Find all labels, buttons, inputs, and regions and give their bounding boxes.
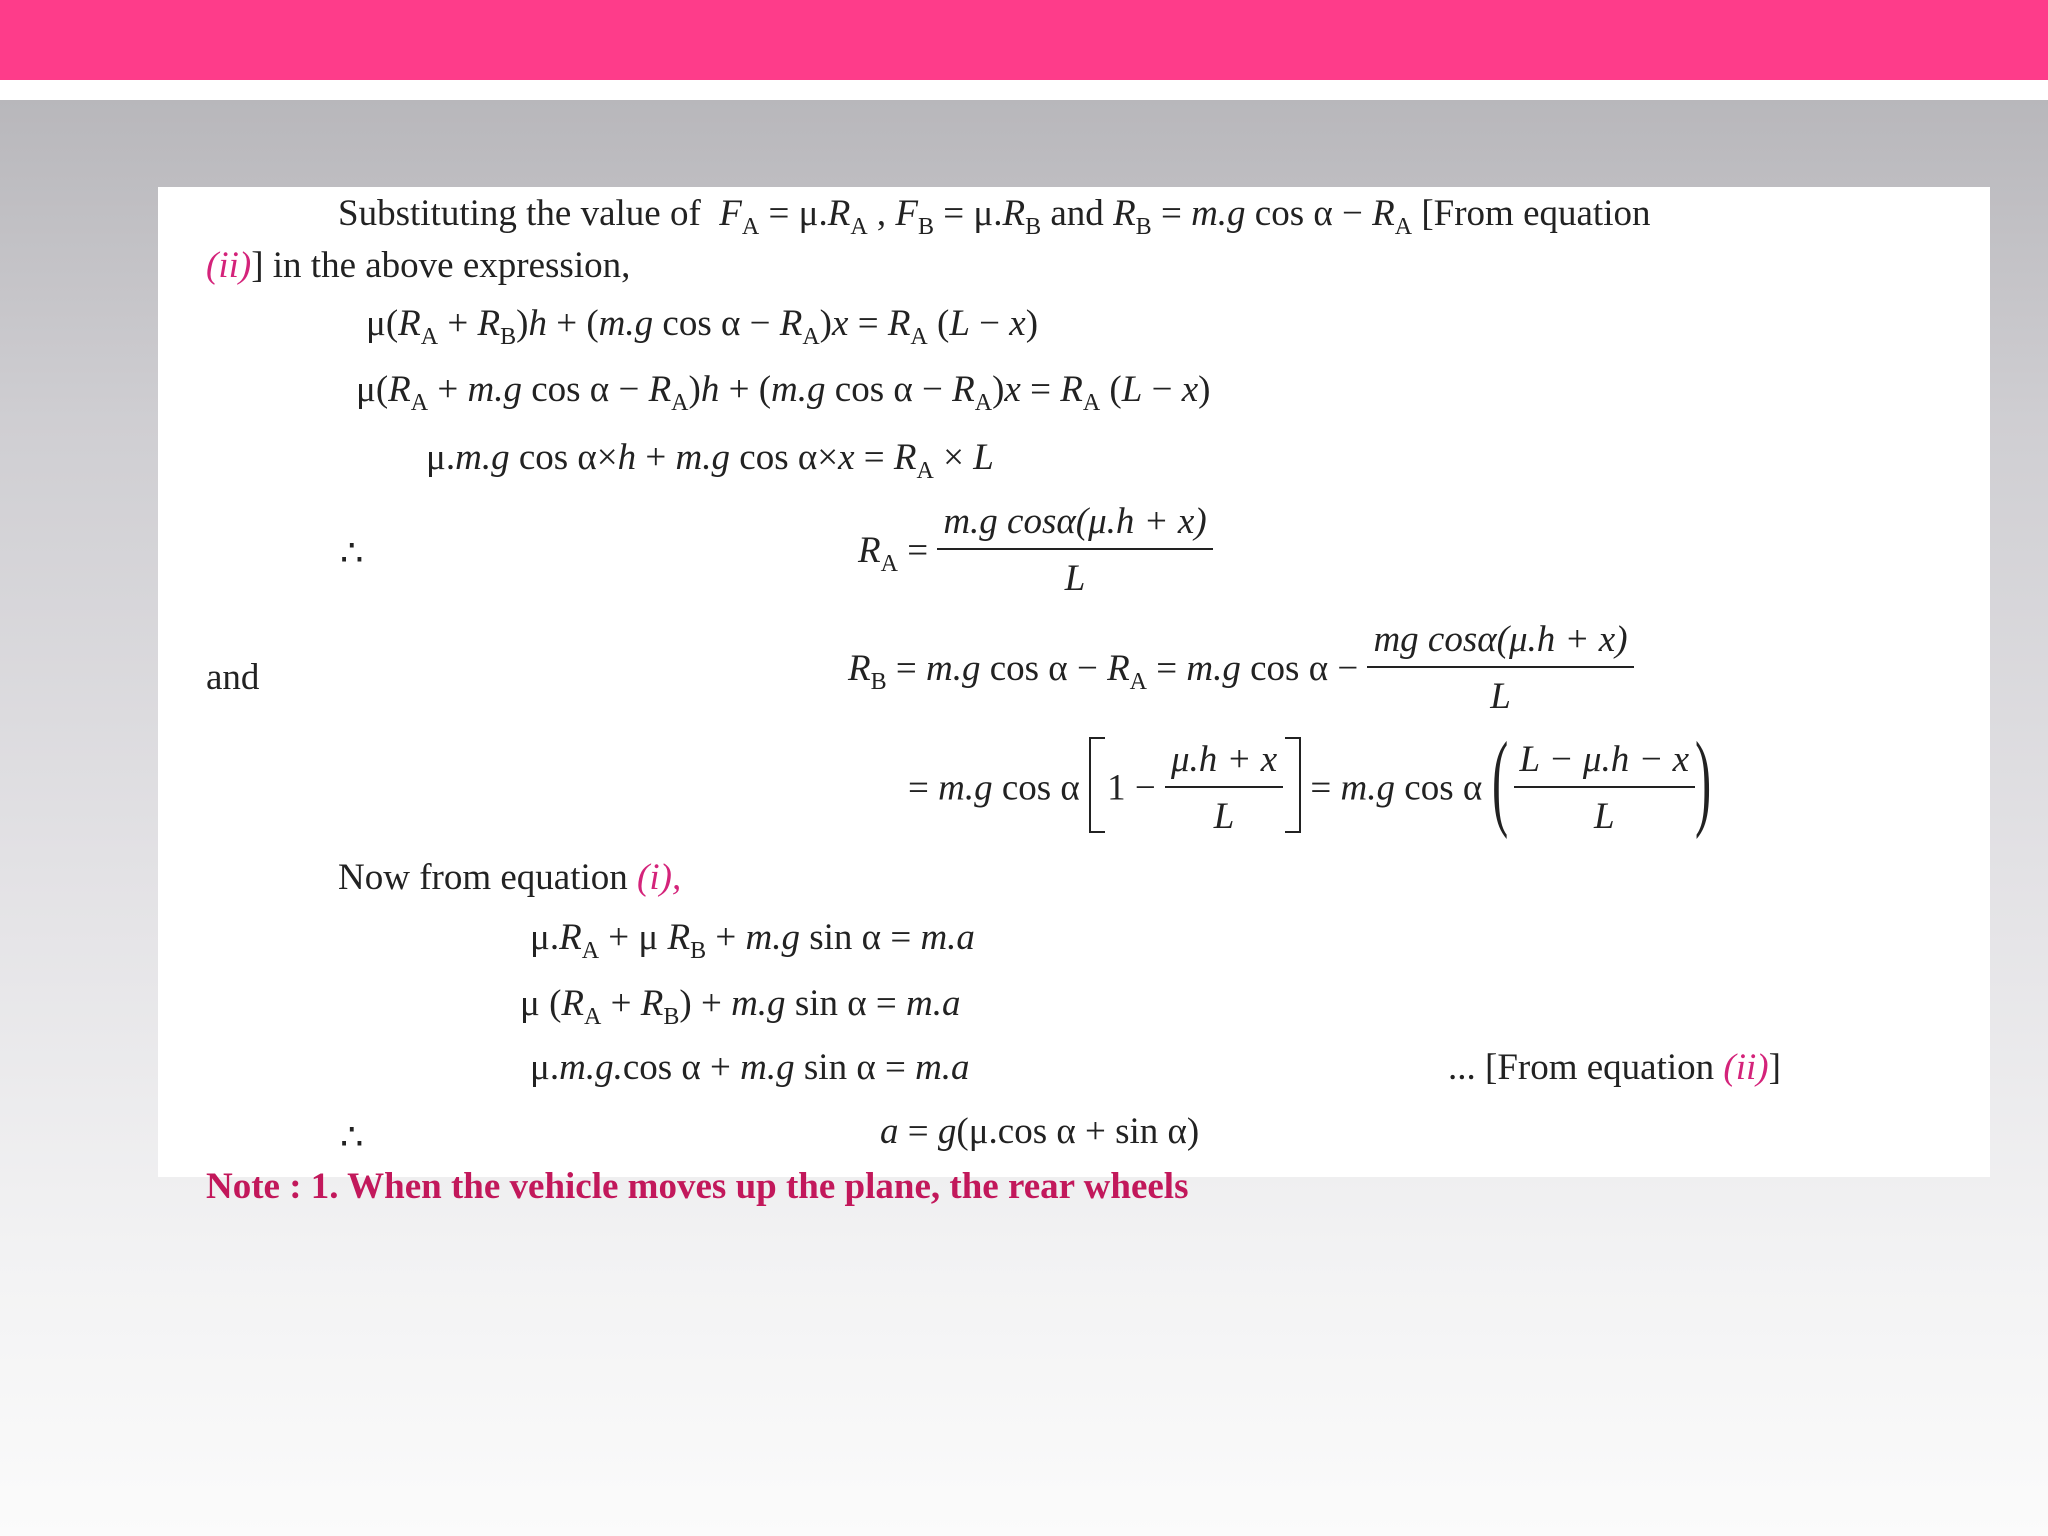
equation-ref-i[interactable]: (i), [637, 857, 682, 898]
square-bracket-group: 1 − $\frac{\mu.h + x}{L}$ [1089, 741, 1301, 835]
now-from-text: Now from equation [338, 857, 628, 898]
paren-denominator: L [1594, 796, 1615, 837]
parenthesis-group: ( $\frac{L - \mu.h - x}{L}$ ) [1491, 721, 1712, 840]
equation-ref-ii[interactable]: (ii) [206, 245, 252, 286]
rb-fraction [1367, 621, 1633, 715]
ra-denominator: L [1064, 558, 1086, 599]
paren-numerator: L − μ.h − x [1514, 741, 1696, 788]
therefore-symbol-1: ∴ [340, 533, 364, 574]
ra-fraction [937, 503, 1212, 597]
intro-line-2-text: ] in the above expression, [251, 245, 631, 286]
equation-3: μ.m.g cos α×h + m.g $\cos \alpha\times x = R_A \times L$ [426, 437, 994, 484]
intro-from-equation: [From equation [1421, 193, 1651, 234]
bracket-numerator: μ.h + x [1165, 741, 1283, 788]
intro-text: Substituting the value of [338, 193, 701, 234]
equation-1: $\mu(R_A + R_B)h + (m.g$ $\cos \alpha - R_A)x = R_A$ (L − x) [366, 303, 1039, 350]
from-equation-text: ... [From equation [1448, 1047, 1715, 1088]
rb-denominator: L [1490, 676, 1511, 717]
and-label: and [206, 657, 260, 698]
equation-rb: $R_B = m.g$ $\cos \alpha - R_A = m.g$ cos α − $\frac{\text{mg cosα(μ.h + x)}}{L}$ [848, 621, 1634, 715]
now-from-equation-line [338, 859, 681, 896]
closing-bracket: ] [1768, 1047, 1781, 1088]
equation-2: $\mu(R_A + m.g$ $\cos \alpha - R_A)h + (m.g$ $\cos \alpha - R_A)x = R_A$ (L − x) [356, 369, 1211, 416]
equation-ref-ii-second[interactable]: (ii) [1723, 1047, 1769, 1088]
intro-line-1: Substituting the value of $F_A = \mu.R_A$ , $F_B = \mu.R_B$ and $R_B = m.g$ $\cos \alpha - R_A$ [From equation [338, 193, 1651, 240]
header-divider [0, 80, 2048, 100]
intro-and: and [1050, 193, 1104, 234]
equation-4: $\mu.R_A + \mu$ $R_B + m.g$ sin α = m.a [530, 917, 975, 964]
equation-5: μ $(R_A + R_B) + m.g$ sin α = m.a [520, 983, 961, 1030]
therefore-symbol-2: ∴ [340, 1117, 364, 1158]
cutoff-note-text: Note : 1. When the vehicle moves up the plane, the rear wheels [206, 1166, 1189, 1207]
equation-rb-expanded: = m.g cos α 1 − $\frac{\mu.h + x}{L}$ = m.g cos α ( $\frac{L - \mu.h - x}{L}$ ) [908, 741, 1717, 831]
document-page [158, 187, 1990, 1207]
equation-result: a = g(μ.cos α + sin α) [880, 1111, 1200, 1152]
equation-6: μ.m.g.cos α + m.g sin α = m.a [530, 1047, 970, 1088]
slide-header-bar [0, 0, 2048, 80]
intro-line-2 [206, 247, 630, 284]
bracket-denominator: L [1213, 796, 1235, 837]
ra-numerator: m.g cosα(μ.h + x) [937, 503, 1212, 550]
rb-numerator: mg cosα(μ.h + x) [1367, 621, 1633, 668]
from-equation-ref-line [1448, 1049, 1781, 1086]
equation-ra: $R_A$ = $\frac{\text{m.g cosα(μ.h + x)}}{L}$ [858, 503, 1213, 597]
